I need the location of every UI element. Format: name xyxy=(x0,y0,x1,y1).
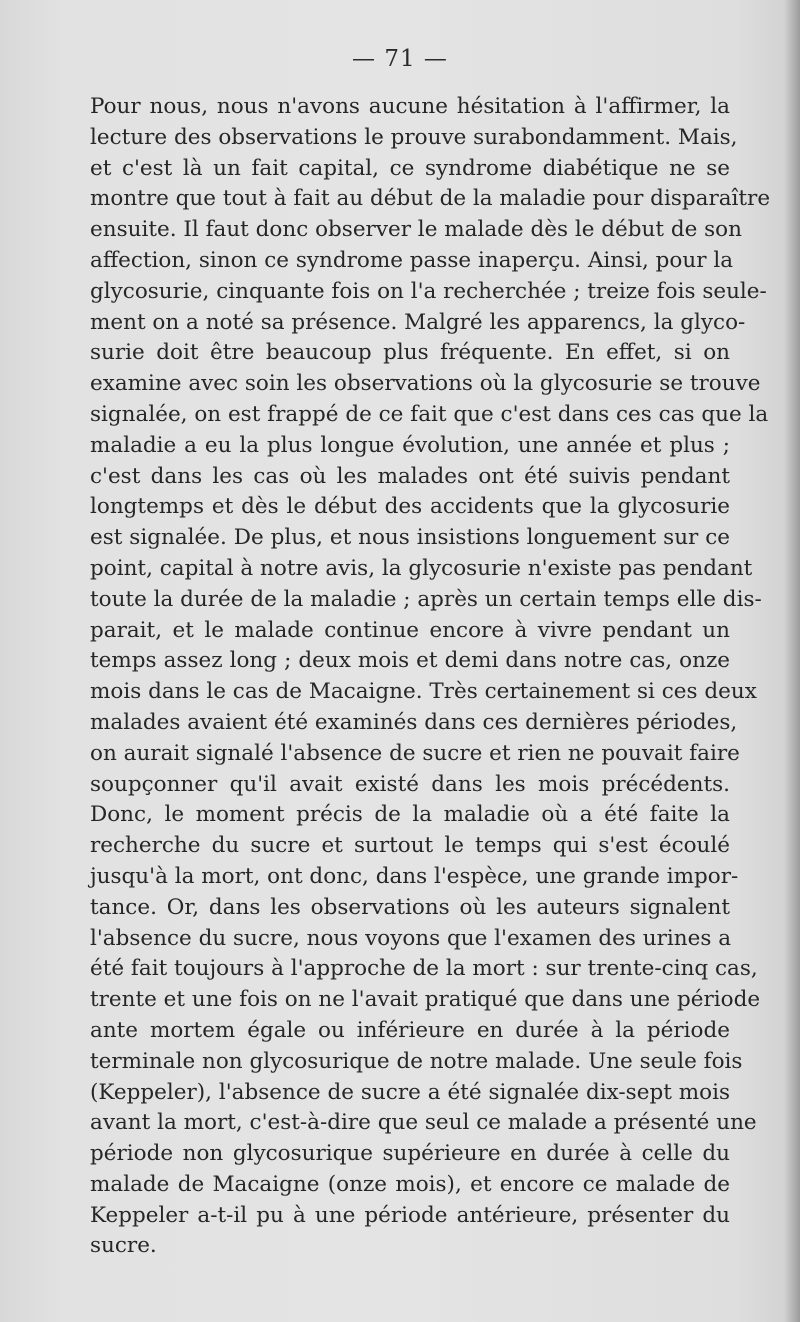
text-line: Pour nous, nous n'avons aucune hésitation à l'affirmer, la xyxy=(90,94,730,119)
text-line: glycosurie, cinquante fois on l'a recherchée ; treize fois seule- xyxy=(90,278,767,304)
page-number: — 71 — xyxy=(352,46,448,72)
text-line: (Keppeler), l'absence de sucre a été signalée dix-sept mois xyxy=(90,1079,730,1105)
text-line: ante mortem égale ou inférieure en durée à la période xyxy=(90,1017,730,1043)
text-line: ensuite. Il faut donc observer le malade dès le début de son xyxy=(90,217,742,243)
text-line: avant la mort, c'est-à-dire que seul ce malade a présenté une xyxy=(90,1110,757,1136)
text-line: ment on a noté sa présence. Malgré les apparencs, la glyco- xyxy=(90,309,746,335)
text-line: toute la durée de la maladie ; après un certain temps elle dis- xyxy=(90,586,762,612)
text-line: été fait toujours à l'approche de la mort : sur trente-cinq cas, xyxy=(90,956,758,982)
text-line: c'est dans les cas où les malades ont été suivis pendant xyxy=(90,463,730,489)
text-line: montre que tout à fait au début de la maladie pour disparaître xyxy=(90,186,771,212)
text-line: jusqu'à la mort, ont donc, dans l'espèce, une grande impor- xyxy=(90,863,739,889)
text-line: point, capital à notre avis, la glycosurie n'existe pas pendant xyxy=(90,555,753,581)
text-line: Donc, le moment précis de la maladie où a été faite la xyxy=(90,802,730,828)
text-line: période non glycosurique supérieure en durée à celle du xyxy=(90,1141,730,1167)
text-line: mois dans le cas de Macaigne. Très certainement si ces deux xyxy=(90,679,757,705)
text-line: temps assez long ; deux mois et demi dans notre cas, onze xyxy=(90,648,730,674)
text-line: tance. Or, dans les observations où les auteurs signalent xyxy=(90,894,730,920)
text-line: affection, sinon ce syndrome passe inaperçu. Ainsi, pour la xyxy=(90,247,734,273)
text-line: recherche du sucre et surtout le temps qui s'est écoulé xyxy=(90,833,730,859)
text-line: malade de Macaigne (onze mois), et encore ce malade de xyxy=(90,1171,730,1197)
text-line: malades avaient été examinés dans ces dernières périodes, xyxy=(90,709,738,735)
text-line: terminale non glycosurique de notre malade. Une seule fois xyxy=(90,1048,743,1074)
text-line: parait, et le malade continue encore à vivre pendant un xyxy=(90,617,730,643)
body-text xyxy=(90,92,771,1262)
text-line: l'absence du sucre, nous voyons que l'examen des urines a xyxy=(90,925,732,951)
text-line: sucre. xyxy=(90,1233,157,1259)
text-line: surie doit être beaucoup plus fréquente. En effet, si on xyxy=(90,340,730,366)
text-line: trente et une fois on ne l'avait pratiqué que dans une période xyxy=(90,987,761,1013)
text-line: examine avec soin les observations où la glycosurie se trouve xyxy=(90,371,761,397)
text-line: on aurait signalé l'absence de sucre et rien ne pouvait faire xyxy=(90,740,740,766)
text-line: signalée, on est frappé de ce fait que c'est dans ces cas que la xyxy=(90,401,769,427)
text-line: et c'est là un fait capital, ce syndrome diabétique ne se xyxy=(90,155,730,181)
text-line: Keppeler a-t-il pu à une période antérieure, présenter du xyxy=(90,1202,730,1228)
text-line: soupçonner qu'il avait existé dans les mois précédents. xyxy=(90,771,730,797)
text-line: maladie a eu la plus longue évolution, une année et plus ; xyxy=(90,432,730,458)
text-line: est signalée. De plus, et nous insistions longuement sur ce xyxy=(90,525,730,551)
text-line: lecture des observations le prouve surabondamment. Mais, xyxy=(90,124,738,150)
text-line: longtemps et dès le début des accidents que la glycosurie xyxy=(90,494,730,520)
